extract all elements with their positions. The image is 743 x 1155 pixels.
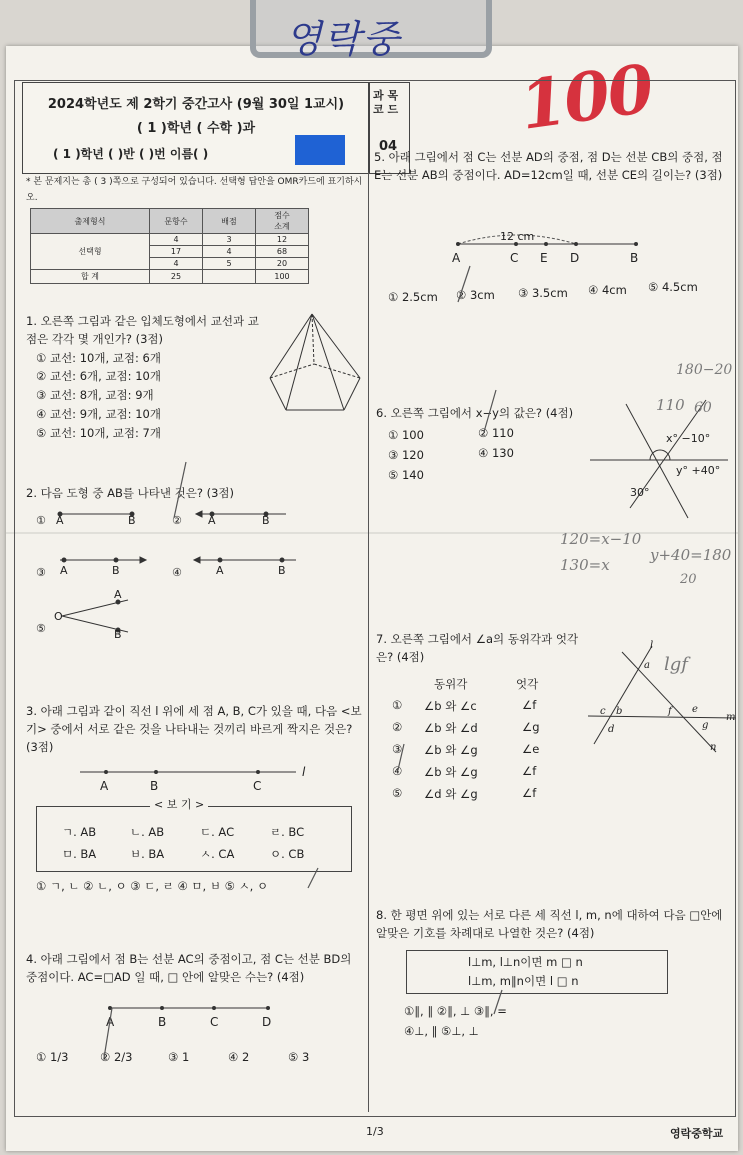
q7-row-corr: ∠b 와 ∠g: [424, 743, 478, 757]
q2-label-a: A: [60, 564, 68, 577]
q2-option-2-mark: ②: [172, 514, 182, 527]
bogi-item: ㅁ. BA: [62, 847, 97, 861]
pencil-note: 120=x−10: [560, 530, 642, 548]
q6-angle-30: 30°: [630, 486, 650, 499]
question-6-text: 6. 오른쪽 그림에서 x−y의 값은? (4점): [376, 406, 574, 420]
pencil-note: 130=x: [560, 556, 610, 574]
q5-option-4: ④ 4cm: [588, 283, 627, 297]
q4-option-2: ② 2/3: [100, 1050, 133, 1064]
q8-options-row-1: ①∥, ∥ ②∥, ⊥ ③∥, =: [404, 1004, 507, 1018]
q7-row-mark: ④: [392, 764, 403, 778]
q2-label-b: B: [278, 564, 286, 577]
table-cell: 4: [203, 246, 256, 258]
q2-label-a: A: [216, 564, 224, 577]
question-4-text: 4. 아래 그림에서 점 B는 선분 AC의 중점이고, 점 C는 선분 BD의 중점이다. AC=□AD 일 때, □ 안에 알맞은 수는? (4점): [26, 952, 352, 984]
q4-option-3: ③ 1: [168, 1050, 190, 1064]
table-cell: 4: [150, 234, 203, 246]
q7-label-n: n: [710, 742, 717, 753]
q2-label-b: B: [128, 514, 136, 527]
q5-option-3: ③ 3.5cm: [518, 286, 568, 300]
q7-label-m: m: [726, 712, 736, 723]
q7-label-a: a: [644, 660, 650, 671]
q2-label-b: B: [114, 628, 122, 641]
bogi-item: ㄱ. AB: [62, 825, 97, 839]
q6-option-2: ② 110: [478, 426, 514, 440]
q2-option-3-mark: ③: [36, 566, 46, 579]
table-cell: 100: [256, 270, 309, 284]
handwritten-name: 영락중: [285, 17, 402, 61]
q7-label-c: c: [600, 706, 606, 717]
table-cell: 20: [256, 258, 309, 270]
q2-option-1-mark: ①: [36, 514, 46, 527]
q3-point-a: A: [100, 779, 109, 793]
q7-label-l: l: [650, 640, 654, 651]
table-header: 점수 소계: [256, 209, 309, 234]
question-1-text: 1. 오른쪽 그림과 같은 입체도형에서 교선과 교점은 각각 몇 개인가? (3점): [26, 314, 259, 346]
table-cell: 3: [203, 234, 256, 246]
exam-title: 2024학년도 제 2학기 중간고사 (9월 30일 1교시): [47, 97, 345, 112]
q7-row-mark: ⑤: [392, 786, 403, 800]
question-5-text: 5. 아래 그림에서 점 C는 선분 AD의 중점, 점 D는 선분 CB의 중점, 점 E는 선분 AB의 중점이다. AD=12cm일 때, 선분 CE의 길이는? (3점): [374, 150, 723, 182]
q8-rule-2: l⊥m, m∥n이면 l □ n: [468, 974, 579, 988]
q2-label-a: A: [208, 514, 216, 527]
table-cell: 68: [256, 246, 309, 258]
question-2-text: 2. 다음 도형 중 AB를 나타낸 것은? (3점): [26, 486, 235, 500]
q5-point-c: C: [510, 251, 519, 265]
pencil-note: 20: [680, 572, 697, 587]
q6-angle-x: x° −10°: [666, 432, 711, 445]
q5-measure: 12 cm: [500, 230, 535, 243]
question-8-text: 8. 한 평면 위에 있는 서로 다른 세 직선 l, m, n에 대하여 다음 □안에 알맞은 기호를 차례대로 나열한 것은? (4점): [376, 908, 723, 940]
q5-option-5: ⑤ 4.5cm: [648, 280, 698, 294]
q7-row-alt: ∠f: [522, 764, 537, 778]
q1-option-2: ② 교선: 6개, 교점: 10개: [36, 369, 161, 383]
q1-option-5: ⑤ 교선: 10개, 교점: 7개: [36, 426, 161, 440]
q4-point-c: C: [210, 1015, 219, 1029]
q5-point-b: B: [630, 251, 639, 265]
q4-option-1: ① 1/3: [36, 1050, 69, 1064]
q8-options-row-2: ④⊥, ∥ ⑤⊥, ⊥: [404, 1024, 479, 1038]
q7-row-alt: ∠g: [522, 720, 540, 734]
pencil-note: 110: [656, 396, 685, 414]
q7-col-header: 동위각: [434, 677, 468, 691]
q3-options: ① ㄱ, ㄴ ② ㄴ, ㅇ ③ ㄷ, ㄹ ④ ㅁ, ㅂ ⑤ ㅅ, ㅇ: [36, 879, 269, 893]
q7-row-corr: ∠b 와 ∠g: [424, 765, 478, 779]
q3-line-label: l: [302, 765, 306, 779]
q2-label-a: A: [114, 588, 122, 601]
q5-point-d: D: [570, 251, 580, 265]
q7-label-b: b: [616, 706, 623, 717]
q2-label-b: B: [262, 514, 270, 527]
q6-option-4: ④ 130: [478, 446, 514, 460]
q5-option-1: ① 2.5cm: [388, 290, 438, 304]
q1-option-1: ① 교선: 10개, 교점: 6개: [36, 351, 161, 365]
q4-option-5: ⑤ 3: [288, 1050, 310, 1064]
q6-option-3: ③ 120: [388, 448, 424, 462]
pencil-note: y+40=180: [650, 546, 732, 564]
bogi-title: < 보 기 >: [150, 796, 208, 812]
q4-point-a: A: [106, 1015, 115, 1029]
table-cell: 25: [150, 270, 203, 284]
q7-label-d: d: [608, 724, 615, 735]
q6-angle-y: y° +40°: [676, 464, 721, 477]
exam-subject-line: ( 1 )학년 ( 수학 )과: [136, 121, 256, 136]
table-cell: 17: [150, 246, 203, 258]
pencil-note: 180−20: [676, 362, 733, 378]
subject-code-value: 04: [379, 139, 398, 154]
q4-point-d: D: [262, 1015, 272, 1029]
table-cell: 합 계: [31, 270, 150, 284]
q5-option-2: ② 3cm: [456, 288, 495, 302]
q2-label-b: B: [112, 564, 120, 577]
q1-option-4: ④ 교선: 9개, 교점: 10개: [36, 407, 161, 421]
q7-row-corr: ∠b 와 ∠d: [424, 721, 478, 735]
subject-code-label: 과 목 코 드: [373, 89, 399, 116]
pencil-note: lgf: [664, 654, 688, 675]
table-header: 출제형식: [31, 209, 150, 234]
q7-row-alt: ∠e: [522, 742, 540, 756]
table-cell: 4: [150, 258, 203, 270]
q2-option-5-mark: ⑤: [36, 622, 46, 635]
q7-row-mark: ③: [392, 742, 403, 756]
bogi-item: ㄴ. AB: [130, 825, 165, 839]
table-header: 배점: [203, 209, 256, 234]
q3-point-b: B: [150, 779, 159, 793]
student-info-line: ( 1 )학년 ( )반 ( )번 이름( ): [53, 147, 209, 161]
q4-option-4: ④ 2: [228, 1050, 250, 1064]
q6-option-5: ⑤ 140: [388, 468, 424, 482]
exam-notice: * 본 문제지는 총 ( 3 )쪽으로 구성되어 있습니다. 선택형 답안을 OMR카드에 표기하시오.: [26, 177, 363, 203]
table-cell: 12: [256, 234, 309, 246]
bogi-item: ㅇ. CB: [270, 847, 305, 861]
q7-row-corr: ∠b 와 ∠c: [424, 699, 477, 713]
bogi-item: ㅅ. CA: [200, 847, 235, 861]
q7-row-alt: ∠f: [522, 786, 537, 800]
q2-label-o: O: [54, 610, 63, 623]
q2-label-a: A: [56, 514, 64, 527]
q7-label-g: g: [702, 720, 709, 731]
question-7-text: 7. 오른쪽 그림에서 ∠a의 동위각과 엇각은? (4점): [376, 632, 579, 664]
table-cell: 선택형: [31, 234, 150, 270]
school-name: 영락중학교: [670, 1127, 724, 1140]
page-number: 1/3: [366, 1125, 384, 1138]
q1-option-3: ③ 교선: 8개, 교점: 9개: [36, 388, 154, 402]
q6-option-1: ① 100: [388, 428, 424, 442]
q5-point-a: A: [452, 251, 461, 265]
table-cell: 5: [203, 258, 256, 270]
bogi-item: ㄹ. BC: [270, 825, 305, 839]
q4-point-b: B: [158, 1015, 167, 1029]
q7-row-corr: ∠d 와 ∠g: [424, 787, 478, 801]
bogi-item: ㅂ. BA: [130, 847, 165, 861]
score-mark: 100: [515, 49, 657, 145]
table-header: 문항수: [150, 209, 203, 234]
q8-rule-1: l⊥m, l⊥n이면 m □ n: [468, 955, 583, 969]
q7-label-e: e: [692, 704, 698, 715]
q3-point-c: C: [253, 779, 262, 793]
pencil-note: 60: [694, 400, 712, 416]
q5-point-e: E: [540, 251, 548, 265]
bogi-item: ㄷ. AC: [200, 825, 235, 839]
q2-option-4-mark: ④: [172, 566, 182, 579]
q7-row-mark: ②: [392, 720, 403, 734]
q7-label-f: f: [668, 706, 672, 717]
question-3-text: 3. 아래 그림과 같이 직선 l 위에 세 점 A, B, C가 있을 때, 다음 <보기> 중에서 서로 같은 것을 나타내는 것끼리 바르게 짝지은 것은? (3점): [26, 704, 362, 754]
q7-col-header: 엇각: [516, 677, 539, 691]
q7-row-alt: ∠f: [522, 698, 537, 712]
q7-row-mark: ①: [392, 698, 403, 712]
